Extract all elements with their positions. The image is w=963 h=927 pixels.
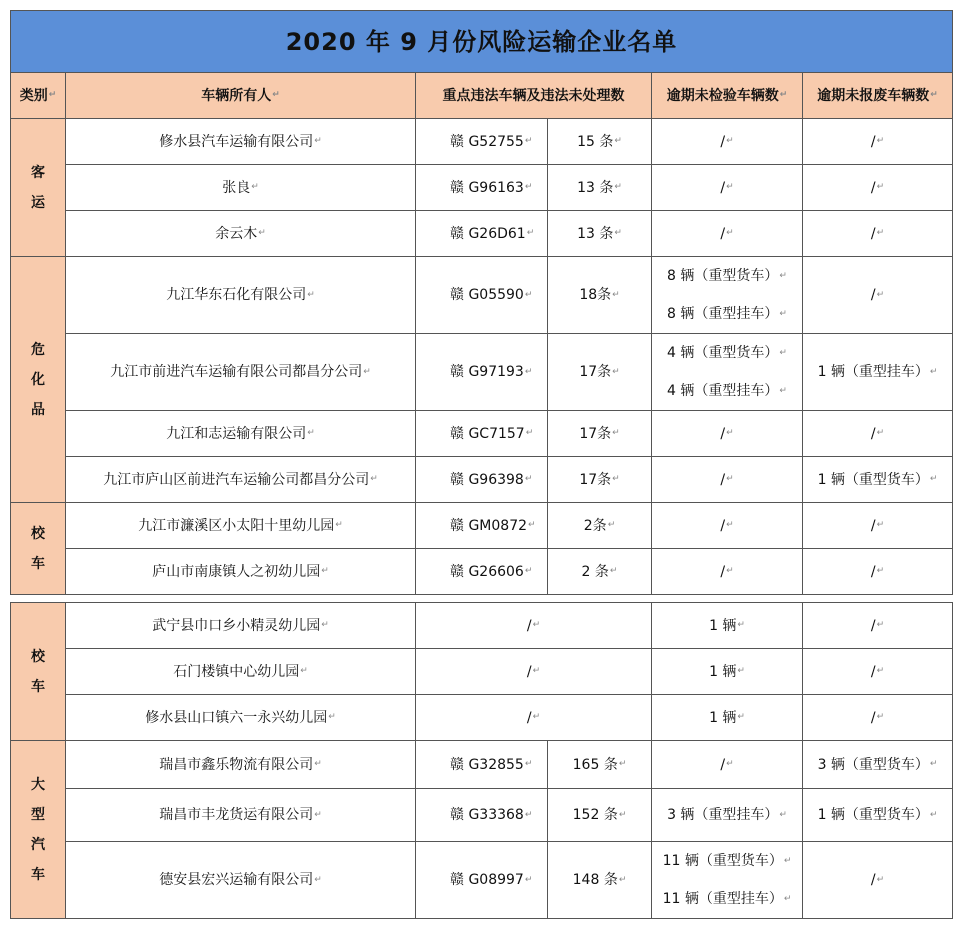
scrap-cell [803, 649, 953, 695]
header-category [11, 73, 66, 119]
scrap-text: / ↵ [871, 426, 884, 442]
header-violation [416, 73, 652, 119]
plate-text: 赣 G08997 ↵ [450, 872, 532, 888]
scrap-text: / ↵ [871, 664, 884, 680]
plate-cell [416, 334, 548, 411]
owner-text: 德安县宏兴运输有限公司 ↵ [159, 872, 322, 888]
scrap-cell [803, 695, 953, 741]
count-text: 148 条 ↵ [573, 872, 627, 888]
scrap-cell [803, 549, 953, 595]
inspection-cell [652, 695, 803, 741]
owner-text: 修水县汽车运输有限公司 ↵ [159, 134, 322, 150]
count-text: 165 条 ↵ [573, 757, 627, 773]
scrap-cell [803, 211, 953, 257]
scrap-text: 1 辆（重型货车） ↵ [818, 472, 938, 488]
owner-cell [66, 741, 416, 789]
risk-enterprise-table-part2 [10, 602, 953, 919]
owner-cell [66, 842, 416, 919]
scrap-cell [803, 842, 953, 919]
plate-cell [416, 503, 548, 549]
inspection-text: / ↵ [720, 757, 733, 773]
scrap-text: 1 辆（重型货车） ↵ [818, 807, 938, 823]
count-text: 15 条 ↵ [577, 134, 622, 150]
table-row [11, 411, 953, 457]
owner-text: 九江华东石化有限公司 ↵ [166, 287, 315, 303]
table-row [11, 457, 953, 503]
count-text: 13 条 ↵ [577, 226, 622, 242]
inspection-line-2: 8 辆（重型挂车） ↵ [652, 295, 802, 333]
owner-text: 瑞昌市丰龙货运有限公司 ↵ [159, 807, 322, 823]
scrap-cell [803, 457, 953, 503]
count-cell [548, 741, 652, 789]
scrap-text: / ↵ [871, 287, 884, 303]
scrap-cell [803, 789, 953, 842]
plate-cell [416, 211, 548, 257]
scrap-cell [803, 741, 953, 789]
inspection-cell [652, 741, 803, 789]
owner-cell [66, 603, 416, 649]
inspection-cell [652, 789, 803, 842]
scrap-text: / ↵ [871, 618, 884, 634]
category-passenger [11, 119, 66, 257]
plate-text: 赣 G52755 ↵ [450, 134, 532, 150]
table-row [11, 334, 953, 411]
owner-text: 武宁县巾口乡小精灵幼儿园 ↵ [152, 618, 329, 634]
header-overdue-scrap [803, 73, 953, 119]
scrap-cell [803, 411, 953, 457]
inspection-cell [652, 165, 803, 211]
owner-cell [66, 211, 416, 257]
count-cell [548, 842, 652, 919]
inspection-cell [652, 503, 803, 549]
category-trucks [11, 741, 66, 919]
table-row [11, 165, 953, 211]
owner-text: 九江市前进汽车运输有限公司都昌分公司 ↵ [110, 364, 371, 380]
scrap-text: / ↵ [871, 710, 884, 726]
count-text: 17条 ↵ [579, 472, 619, 488]
owner-text: 九江和志运输有限公司 ↵ [166, 426, 315, 442]
violation-cell [416, 695, 652, 741]
inspection-cell [652, 549, 803, 595]
scrap-text: / ↵ [871, 518, 884, 534]
violation-text: / ↵ [527, 710, 540, 726]
category-passenger-text: 客运 [31, 164, 45, 211]
plate-cell [416, 741, 548, 789]
category-hazmat-text: 危化品 [31, 341, 45, 418]
scrap-cell [803, 119, 953, 165]
header-overdue-inspection [652, 73, 803, 119]
risk-enterprise-table-part1 [10, 10, 953, 595]
scrap-text: / ↵ [871, 872, 884, 888]
category-school-bus [11, 603, 66, 741]
inspection-cell [652, 211, 803, 257]
table-row [11, 741, 953, 789]
inspection-text: / ↵ [720, 226, 733, 242]
count-cell [548, 165, 652, 211]
scrap-cell [803, 503, 953, 549]
plate-text: 赣 G97193 ↵ [450, 364, 532, 380]
owner-text: 九江市濂溪区小太阳十里幼儿园 ↵ [138, 518, 343, 534]
plate-cell [416, 119, 548, 165]
plate-text: 赣 G26D61 ↵ [450, 226, 534, 242]
owner-cell [66, 549, 416, 595]
count-text: 17条 ↵ [579, 364, 619, 380]
scrap-text: / ↵ [871, 564, 884, 580]
inspection-cell [652, 257, 803, 334]
scrap-text: / ↵ [871, 226, 884, 242]
scrap-cell [803, 257, 953, 334]
owner-cell [66, 411, 416, 457]
inspection-text: 3 辆（重型挂车） ↵ [667, 807, 787, 823]
plate-cell [416, 257, 548, 334]
table-row [11, 549, 953, 595]
owner-cell [66, 695, 416, 741]
scrap-text: 3 辆（重型货车） ↵ [818, 757, 938, 773]
owner-cell [66, 257, 416, 334]
plate-text: 赣 G26606 ↵ [450, 564, 532, 580]
owner-cell [66, 649, 416, 695]
count-cell [548, 119, 652, 165]
owner-cell [66, 457, 416, 503]
plate-cell [416, 842, 548, 919]
owner-cell [66, 789, 416, 842]
inspection-line-1: 4 辆（重型货车） ↵ [652, 334, 802, 372]
category-school-bus-text: 校车 [31, 648, 45, 695]
inspection-text: 1 辆 ↵ [709, 710, 745, 726]
inspection-text: / ↵ [720, 518, 733, 534]
count-text: 2条 ↵ [584, 518, 615, 534]
header-overdue-inspection-text: 逾期未检验车辆数 ↵ [667, 88, 788, 104]
plate-text: 赣 G33368 ↵ [450, 807, 532, 823]
table-row [11, 842, 953, 919]
scrap-text: 1 辆（重型挂车） ↵ [818, 364, 938, 380]
plate-cell [416, 457, 548, 503]
inspection-line-1: 8 辆（重型货车） ↵ [652, 257, 802, 295]
count-cell [548, 549, 652, 595]
plate-text: 赣 GM0872 ↵ [450, 518, 536, 534]
owner-text: 修水县山口镇六一永兴幼儿园 ↵ [145, 710, 336, 726]
inspection-cell [652, 603, 803, 649]
header-row [11, 73, 953, 119]
plate-cell [416, 165, 548, 211]
count-cell [548, 211, 652, 257]
inspection-text: / ↵ [720, 472, 733, 488]
violation-text: / ↵ [527, 664, 540, 680]
violation-text: / ↵ [527, 618, 540, 634]
scrap-cell [803, 165, 953, 211]
count-text: 152 条 ↵ [573, 807, 627, 823]
plate-text: 赣 G96163 ↵ [450, 180, 532, 196]
count-text: 13 条 ↵ [577, 180, 622, 196]
scrap-text: / ↵ [871, 134, 884, 150]
inspection-line-2: 11 辆（重型挂车） ↵ [652, 880, 802, 918]
table-row [11, 119, 953, 165]
owner-text: 九江市庐山区前进汽车运输公司都昌分公司 ↵ [103, 472, 378, 488]
scrap-cell [803, 603, 953, 649]
header-owner-text: 车辆所有人 ↵ [201, 88, 280, 104]
plate-text: 赣 G05590 ↵ [450, 287, 532, 303]
owner-cell [66, 334, 416, 411]
count-cell [548, 257, 652, 334]
inspection-text: 1 辆 ↵ [709, 618, 745, 634]
category-hazmat [11, 257, 66, 503]
table-row [11, 695, 953, 741]
table-row [11, 789, 953, 842]
inspection-cell [652, 842, 803, 919]
plate-text: 赣 GC7157 ↵ [450, 426, 533, 442]
count-text: 18条 ↵ [579, 287, 619, 303]
category-trucks-text: 大型汽车 [31, 776, 45, 883]
category-school-bus-text: 校车 [31, 525, 45, 572]
owner-text: 张良 ↵ [222, 180, 259, 196]
plate-cell [416, 549, 548, 595]
scrap-cell [803, 334, 953, 411]
category-school-bus [11, 503, 66, 595]
header-violation-text: 重点违法车辆及违法未处理数 [442, 87, 625, 104]
table-row [11, 649, 953, 695]
owner-text: 瑞昌市鑫乐物流有限公司 ↵ [159, 757, 322, 773]
inspection-cell [652, 411, 803, 457]
header-category-text: 类别 ↵ [20, 88, 57, 104]
header-owner [66, 73, 416, 119]
inspection-cell [652, 119, 803, 165]
inspection-text: / ↵ [720, 134, 733, 150]
count-text: 17条 ↵ [579, 426, 619, 442]
plate-text: 赣 G96398 ↵ [450, 472, 532, 488]
count-cell [548, 457, 652, 503]
inspection-line-1: 11 辆（重型货车） ↵ [652, 842, 802, 880]
scrap-text: / ↵ [871, 180, 884, 196]
plate-text: 赣 G32855 ↵ [450, 757, 532, 773]
count-cell [548, 411, 652, 457]
owner-cell [66, 165, 416, 211]
violation-cell [416, 649, 652, 695]
table-title-text: 2020 年 9 月份风险运输企业名单 [285, 27, 678, 56]
owner-text: 石门楼镇中心幼儿园 ↵ [173, 664, 308, 680]
count-cell [548, 789, 652, 842]
table-row [11, 603, 953, 649]
table-row [11, 503, 953, 549]
count-cell [548, 334, 652, 411]
inspection-cell [652, 649, 803, 695]
owner-cell [66, 503, 416, 549]
owner-text: 余云木 ↵ [215, 226, 266, 242]
inspection-cell [652, 334, 803, 411]
table-row [11, 211, 953, 257]
count-cell [548, 503, 652, 549]
inspection-text: / ↵ [720, 180, 733, 196]
inspection-text: / ↵ [720, 564, 733, 580]
header-overdue-scrap-text: 逾期未报废车辆数 ↵ [817, 88, 938, 104]
count-text: 2 条 ↵ [582, 564, 618, 580]
table-row [11, 257, 953, 334]
owner-cell [66, 119, 416, 165]
violation-cell [416, 603, 652, 649]
inspection-text: 1 辆 ↵ [709, 664, 745, 680]
inspection-cell [652, 457, 803, 503]
inspection-text: / ↵ [720, 426, 733, 442]
plate-cell [416, 789, 548, 842]
table-title [11, 11, 953, 73]
plate-cell [416, 411, 548, 457]
inspection-line-2: 4 辆（重型挂车） ↵ [652, 372, 802, 410]
owner-text: 庐山市南康镇人之初幼儿园 ↵ [152, 564, 329, 580]
